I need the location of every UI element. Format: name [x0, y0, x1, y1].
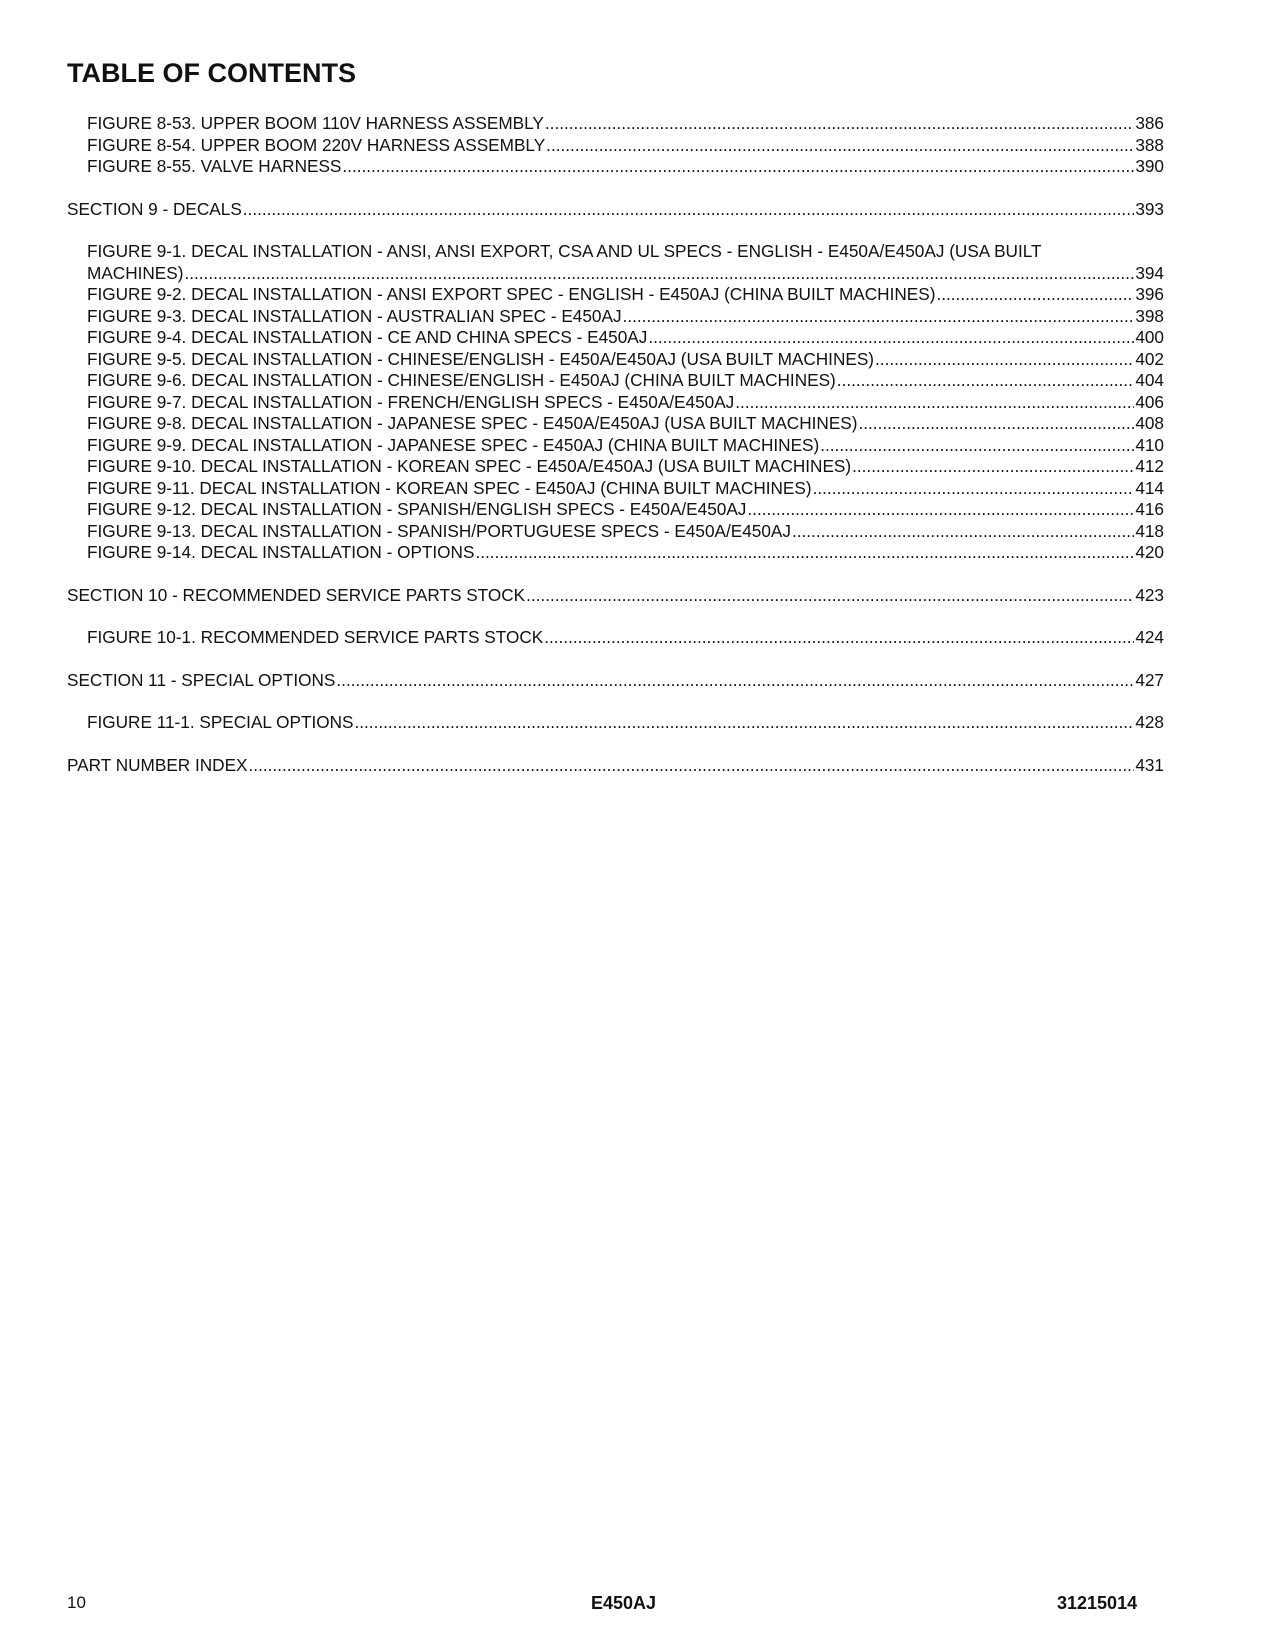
footer-page-number: 10 [67, 1593, 86, 1612]
toc-entry-figure-9-5[interactable] [67, 349, 1164, 371]
toc-entry-page: 418 [1135, 520, 1164, 541]
toc-entry-figure-9-14[interactable] [67, 542, 1164, 564]
toc-entry-label: FIGURE 11-1. SPECIAL OPTIONS [87, 712, 354, 732]
toc-entry-label: FIGURE 9-14. DECAL INSTALLATION - OPTIONS [87, 542, 475, 562]
toc-entry-part-number-index[interactable] [67, 755, 1164, 777]
toc-entry-label: FIGURE 9-12. DECAL INSTALLATION - SPANISH/ENGLISH SPECS - E450A/E450AJ [87, 499, 747, 519]
dot-leader [648, 327, 1134, 349]
toc-entry-page: 406 [1135, 391, 1164, 412]
toc-entry-page: 427 [1135, 669, 1164, 690]
toc-entry-label-line2: MACHINES) [87, 262, 184, 283]
toc-entry-label: SECTION 10 - RECOMMENDED SERVICE PARTS STOCK [67, 584, 526, 605]
toc-entry-page: 396 [1135, 284, 1164, 304]
toc-entry-page: 410 [1135, 434, 1164, 455]
toc-entry-page: 400 [1135, 327, 1164, 347]
toc-entry-figure-10-1[interactable] [67, 627, 1164, 649]
toc-entry-page: 408 [1135, 413, 1164, 433]
toc-entry-page: 420 [1135, 542, 1164, 562]
toc-entry-page: 431 [1135, 754, 1164, 775]
dot-leader [249, 755, 1135, 777]
toc-entry-figure-9-1[interactable] [67, 241, 1164, 284]
toc-entry-page: 423 [1135, 584, 1164, 605]
toc-entry-page: 414 [1135, 477, 1164, 498]
toc-entry-figure-11-1[interactable] [67, 712, 1164, 734]
footer-model: E450AJ [591, 1593, 657, 1613]
dot-leader [852, 456, 1134, 478]
toc-entry-figure-9-12[interactable] [67, 499, 1164, 521]
toc-entry-figure-9-4[interactable] [67, 327, 1164, 349]
toc-entry-page: 402 [1135, 348, 1164, 369]
toc-entry-page: 404 [1135, 370, 1164, 390]
dot-leader [837, 370, 1135, 392]
toc-entry-label: SECTION 9 - DECALS [67, 198, 242, 219]
toc-entry-figure-8-55[interactable] [67, 156, 1164, 178]
toc-entry-page: 388 [1135, 134, 1164, 155]
toc-entry-figure-9-6[interactable] [67, 370, 1164, 392]
dot-leader [813, 478, 1135, 500]
toc-entry-page: 424 [1135, 627, 1164, 647]
toc-entry-label: FIGURE 9-11. DECAL INSTALLATION - KOREAN SPEC - E450AJ (CHINA BUILT MACHINES) [87, 477, 812, 498]
dot-leader [526, 585, 1134, 607]
dot-leader [243, 199, 1135, 221]
toc-entry-figure-9-11[interactable] [67, 478, 1164, 500]
toc-entry-page: 412 [1135, 456, 1164, 476]
toc-entry-label: FIGURE 9-8. DECAL INSTALLATION - JAPANESE SPEC - E450A/E450AJ (USA BUILT MACHINES) [87, 413, 858, 433]
toc-entry-page: 386 [1135, 113, 1164, 133]
toc-entry-label: FIGURE 8-53. UPPER BOOM 110V HARNESS ASSEMBLY [87, 113, 544, 133]
dot-leader [354, 712, 1134, 734]
toc-entry-label: FIGURE 9-13. DECAL INSTALLATION - SPANISH/PORTUGUESE SPECS - E450A/E450AJ [87, 520, 791, 541]
dot-leader [936, 284, 1134, 306]
dot-leader [792, 521, 1134, 543]
toc-entry-second-line [87, 263, 1164, 285]
toc-entry-label: FIGURE 10-1. RECOMMENDED SERVICE PARTS STOCK [87, 627, 544, 647]
toc-entry-label: FIGURE 9-10. DECAL INSTALLATION - KOREAN SPEC - E450A/E450AJ (USA BUILT MACHINES) [87, 456, 852, 476]
toc-entry-figure-9-2[interactable] [67, 284, 1164, 306]
dot-leader [875, 349, 1134, 371]
toc-entry-section-10[interactable] [67, 585, 1164, 607]
toc-entry-label: FIGURE 9-3. DECAL INSTALLATION - AUSTRALIAN SPEC - E450AJ [87, 305, 622, 326]
toc-entry-page: 394 [1135, 262, 1164, 283]
toc-entry-figure-8-54[interactable] [67, 135, 1164, 157]
toc-entry-figure-9-7[interactable] [67, 392, 1164, 414]
toc-entry-figure-9-10[interactable] [67, 456, 1164, 478]
dot-leader [545, 113, 1134, 135]
dot-leader [336, 670, 1134, 692]
toc-entry-label: FIGURE 8-54. UPPER BOOM 220V HARNESS ASSEMBLY [87, 134, 546, 155]
toc-entry-figure-8-53[interactable] [67, 113, 1164, 135]
dot-leader [747, 499, 1134, 521]
toc-entry-section-11[interactable] [67, 670, 1164, 692]
toc-entry-label: FIGURE 9-4. DECAL INSTALLATION - CE AND CHINA SPECS - E450AJ [87, 327, 648, 347]
toc-entry-label: PART NUMBER INDEX [67, 754, 248, 775]
toc-entry-label: FIGURE 9-7. DECAL INSTALLATION - FRENCH/ENGLISH SPECS - E450A/E450AJ [87, 391, 735, 412]
toc-entry-section-9[interactable] [67, 199, 1164, 221]
dot-leader [342, 156, 1134, 178]
table-of-contents [67, 113, 1164, 776]
toc-entry-page: 390 [1135, 156, 1164, 176]
toc-entry-figure-9-9[interactable] [67, 435, 1164, 457]
toc-entry-page: 398 [1135, 305, 1164, 326]
toc-entry-page: 393 [1135, 198, 1164, 219]
toc-entry-label: FIGURE 9-9. DECAL INSTALLATION - JAPANESE SPEC - E450AJ (CHINA BUILT MACHINES) [87, 434, 820, 455]
toc-entry-label: FIGURE 9-6. DECAL INSTALLATION - CHINESE/ENGLISH - E450AJ (CHINA BUILT MACHINES) [87, 370, 836, 390]
dot-leader [623, 306, 1135, 328]
dot-leader [820, 435, 1134, 457]
dot-leader [735, 392, 1134, 414]
toc-entry-page: 428 [1135, 712, 1164, 732]
toc-entry-figure-9-13[interactable] [67, 521, 1164, 543]
dot-leader [544, 627, 1134, 649]
dot-leader [546, 135, 1134, 157]
toc-entry-page: 416 [1135, 499, 1164, 519]
dot-leader [858, 413, 1134, 435]
footer-document-number: 31215014 [1057, 1593, 1138, 1613]
dot-leader [475, 542, 1134, 564]
toc-entry-figure-9-3[interactable] [67, 306, 1164, 328]
toc-entry-label: FIGURE 9-5. DECAL INSTALLATION - CHINESE/ENGLISH - E450A/E450AJ (USA BUILT MACHINES) [87, 348, 875, 369]
toc-entry-label-line1: FIGURE 9-1. DECAL INSTALLATION - ANSI, ANSI EXPORT, CSA AND UL SPECS - ENGLISH - E450A/E450AJ (USA BUILT [87, 241, 1042, 261]
toc-entry-label: SECTION 11 - SPECIAL OPTIONS [67, 669, 336, 690]
toc-entry-label: FIGURE 9-2. DECAL INSTALLATION - ANSI EXPORT SPEC - ENGLISH - E450AJ (CHINA BUILT MACHINES) [87, 284, 936, 304]
dot-leader [184, 263, 1134, 285]
page-title: TABLE OF CONTENTS [67, 58, 356, 88]
toc-entry-figure-9-8[interactable] [67, 413, 1164, 435]
toc-entry-label: FIGURE 8-55. VALVE HARNESS [87, 156, 342, 176]
